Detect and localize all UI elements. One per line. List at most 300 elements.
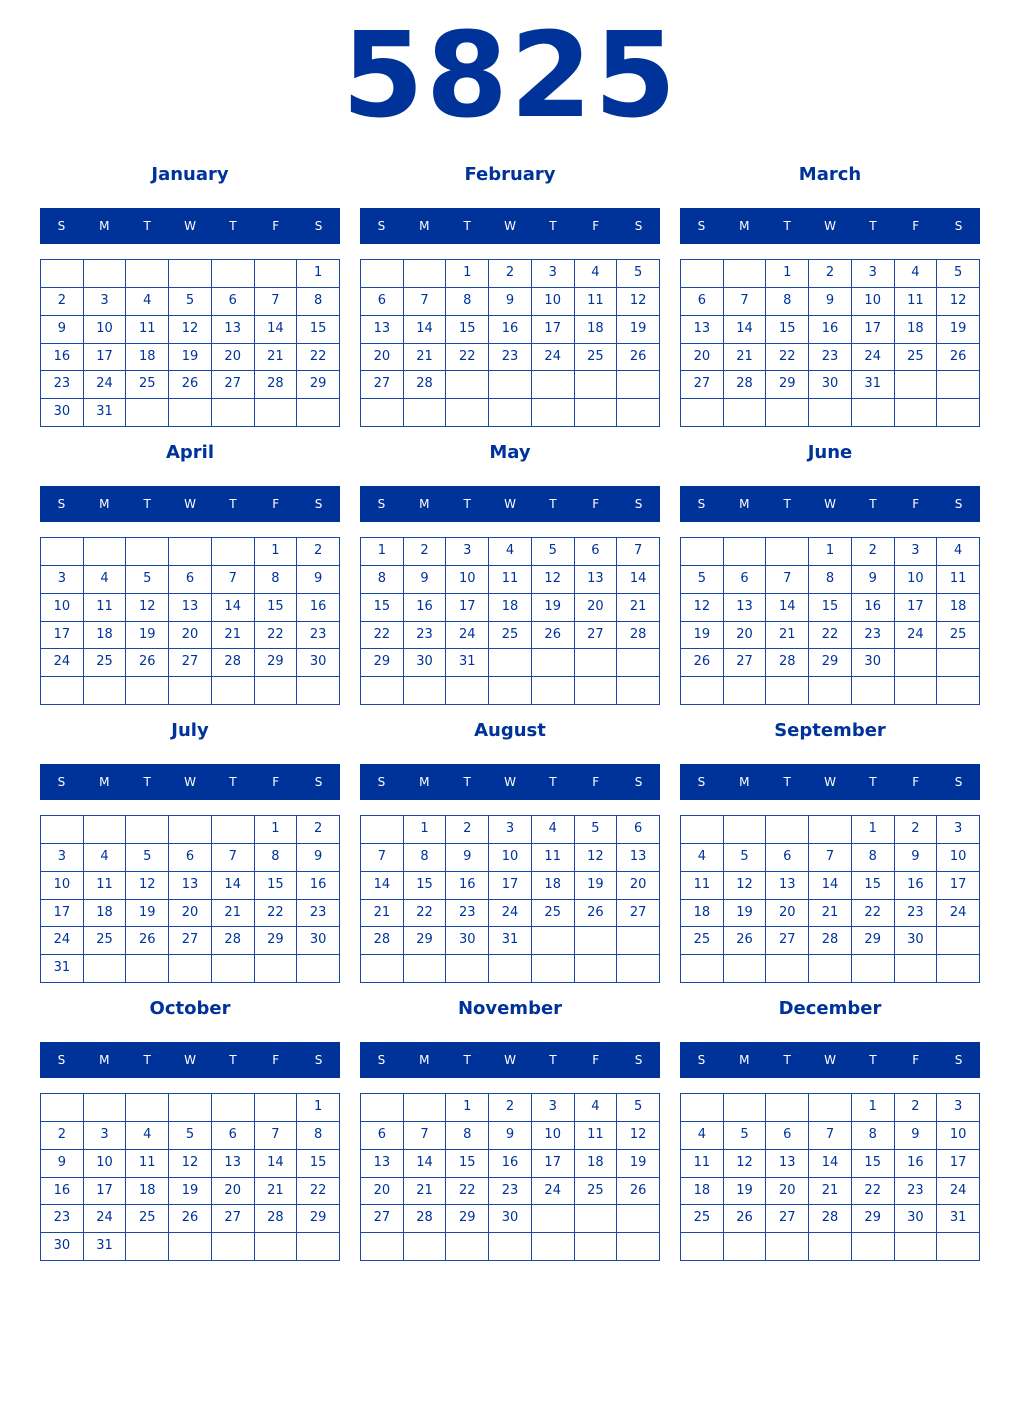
day-cell: 2 <box>297 816 340 844</box>
empty-day-cell <box>809 399 852 427</box>
empty-day-cell <box>895 677 938 705</box>
day-cell: 25 <box>126 1205 169 1233</box>
day-cell: 10 <box>446 566 489 594</box>
day-cell: 30 <box>446 927 489 955</box>
day-cell: 20 <box>212 1178 255 1206</box>
day-cell: 9 <box>41 316 84 344</box>
empty-day-cell <box>489 955 532 983</box>
month-name: May <box>489 442 531 463</box>
empty-day-cell <box>532 677 575 705</box>
weekday-header: W <box>824 1053 836 1067</box>
day-cell: 25 <box>937 622 980 650</box>
day-cell: 8 <box>852 1122 895 1150</box>
day-cell: 27 <box>361 371 404 399</box>
empty-day-cell <box>41 816 84 844</box>
day-cell: 11 <box>575 1122 618 1150</box>
day-cell: 24 <box>84 371 127 399</box>
empty-day-cell <box>681 955 724 983</box>
day-cell: 8 <box>446 288 489 316</box>
weekday-header: T <box>783 1053 791 1067</box>
day-cell: 22 <box>446 344 489 372</box>
day-cell: 7 <box>404 1122 447 1150</box>
day-cell: 18 <box>575 1150 618 1178</box>
empty-day-cell <box>84 1094 127 1122</box>
day-cell: 7 <box>404 288 447 316</box>
empty-day-cell <box>255 955 298 983</box>
day-cell: 9 <box>809 288 852 316</box>
empty-day-cell <box>766 816 809 844</box>
day-cell: 4 <box>575 1094 618 1122</box>
empty-day-cell <box>446 399 489 427</box>
day-cell: 15 <box>446 316 489 344</box>
day-cell: 11 <box>532 844 575 872</box>
empty-day-cell <box>446 371 489 399</box>
day-cell: 24 <box>937 1178 980 1206</box>
day-cell: 19 <box>617 316 660 344</box>
day-cell: 1 <box>852 1094 895 1122</box>
day-cell: 9 <box>41 1150 84 1178</box>
day-cell: 3 <box>41 566 84 594</box>
day-cell: 29 <box>852 927 895 955</box>
day-cell: 18 <box>84 900 127 928</box>
day-cell: 29 <box>255 649 298 677</box>
day-cell: 11 <box>126 1150 169 1178</box>
day-cell: 17 <box>532 316 575 344</box>
month-name: June <box>807 442 853 463</box>
empty-day-cell <box>617 371 660 399</box>
day-cell: 18 <box>895 316 938 344</box>
day-cell: 2 <box>809 260 852 288</box>
empty-day-cell <box>575 1205 618 1233</box>
day-cell: 5 <box>681 566 724 594</box>
day-cell: 2 <box>852 538 895 566</box>
day-cell: 14 <box>766 594 809 622</box>
weekday-header: M <box>99 497 110 511</box>
day-cell: 16 <box>895 1150 938 1178</box>
weekday-header: F <box>272 1053 280 1067</box>
day-cell: 3 <box>446 538 489 566</box>
day-cell: 26 <box>532 622 575 650</box>
day-cell: 1 <box>297 1094 340 1122</box>
day-cell: 28 <box>617 622 660 650</box>
day-cell: 17 <box>489 872 532 900</box>
day-cell: 25 <box>126 371 169 399</box>
day-cell: 14 <box>809 1150 852 1178</box>
day-cell: 13 <box>212 316 255 344</box>
day-cell: 19 <box>681 622 724 650</box>
weekday-header-bar <box>40 1042 340 1078</box>
day-cell: 12 <box>937 288 980 316</box>
day-cell: 23 <box>852 622 895 650</box>
empty-day-cell <box>169 1233 212 1261</box>
day-cell: 2 <box>41 288 84 316</box>
day-cell: 2 <box>489 260 532 288</box>
day-cell: 12 <box>724 1150 767 1178</box>
day-cell: 21 <box>404 1178 447 1206</box>
day-cell: 19 <box>126 622 169 650</box>
day-cell: 8 <box>404 844 447 872</box>
day-cell: 11 <box>84 594 127 622</box>
empty-day-cell <box>852 677 895 705</box>
day-cell: 13 <box>617 844 660 872</box>
weekday-header: S <box>377 775 386 789</box>
day-cell: 29 <box>404 927 447 955</box>
day-cell: 7 <box>361 844 404 872</box>
day-cell: 9 <box>489 288 532 316</box>
weekday-header: S <box>634 497 643 511</box>
empty-day-cell <box>489 649 532 677</box>
day-cell: 23 <box>297 622 340 650</box>
weekday-header: M <box>419 775 430 789</box>
empty-day-cell <box>361 1233 404 1261</box>
weekday-header: F <box>912 219 920 233</box>
day-cell: 20 <box>766 1178 809 1206</box>
day-cell: 22 <box>361 622 404 650</box>
day-cell: 27 <box>575 622 618 650</box>
day-cell: 8 <box>297 1122 340 1150</box>
empty-day-cell <box>766 677 809 705</box>
day-cell: 15 <box>446 1150 489 1178</box>
weekday-header: M <box>99 1053 110 1067</box>
weekday-header: T <box>229 1053 237 1067</box>
empty-day-cell <box>809 816 852 844</box>
empty-day-cell <box>681 816 724 844</box>
day-cell: 20 <box>766 900 809 928</box>
empty-day-cell <box>937 1233 980 1261</box>
empty-day-cell <box>255 677 298 705</box>
weekday-header: W <box>184 219 196 233</box>
empty-day-cell <box>404 1094 447 1122</box>
weekday-header: S <box>314 1053 323 1067</box>
day-cell: 15 <box>297 1150 340 1178</box>
empty-day-cell <box>126 1233 169 1261</box>
day-cell: 4 <box>575 260 618 288</box>
day-cell: 24 <box>446 622 489 650</box>
day-cell: 19 <box>169 344 212 372</box>
weekday-header-bar <box>40 208 340 244</box>
empty-day-cell <box>724 1233 767 1261</box>
day-grid <box>40 815 340 983</box>
day-cell: 22 <box>255 622 298 650</box>
empty-day-cell <box>489 399 532 427</box>
day-cell: 5 <box>532 538 575 566</box>
weekday-header: F <box>912 775 920 789</box>
empty-day-cell <box>617 955 660 983</box>
day-cell: 14 <box>724 316 767 344</box>
day-cell: 14 <box>404 1150 447 1178</box>
day-cell: 13 <box>681 316 724 344</box>
weekday-header: W <box>184 497 196 511</box>
day-cell: 29 <box>852 1205 895 1233</box>
day-cell: 25 <box>489 622 532 650</box>
day-cell: 14 <box>809 872 852 900</box>
weekday-header: T <box>463 1053 471 1067</box>
weekday-header: W <box>504 1053 516 1067</box>
empty-day-cell <box>895 399 938 427</box>
day-cell: 8 <box>361 566 404 594</box>
day-cell: 28 <box>809 1205 852 1233</box>
day-cell: 4 <box>84 844 127 872</box>
weekday-header-bar <box>360 486 660 522</box>
weekday-header: T <box>549 1053 557 1067</box>
empty-day-cell <box>809 955 852 983</box>
day-cell: 16 <box>489 316 532 344</box>
weekday-header: F <box>592 1053 600 1067</box>
empty-day-cell <box>404 677 447 705</box>
day-cell: 4 <box>532 816 575 844</box>
weekday-header: M <box>739 1053 750 1067</box>
day-cell: 22 <box>446 1178 489 1206</box>
day-cell: 23 <box>41 371 84 399</box>
empty-day-cell <box>937 927 980 955</box>
empty-day-cell <box>255 1094 298 1122</box>
weekday-header: T <box>229 775 237 789</box>
empty-day-cell <box>169 1094 212 1122</box>
day-cell: 3 <box>937 1094 980 1122</box>
day-cell: 25 <box>84 927 127 955</box>
weekday-header: F <box>592 775 600 789</box>
day-cell: 31 <box>84 1233 127 1261</box>
day-cell: 29 <box>297 371 340 399</box>
empty-day-cell <box>169 538 212 566</box>
day-cell: 27 <box>169 927 212 955</box>
day-cell: 1 <box>446 260 489 288</box>
empty-day-cell <box>297 955 340 983</box>
day-cell: 15 <box>361 594 404 622</box>
day-cell: 12 <box>126 594 169 622</box>
day-cell: 9 <box>852 566 895 594</box>
day-cell: 27 <box>766 927 809 955</box>
day-cell: 6 <box>212 1122 255 1150</box>
empty-day-cell <box>361 816 404 844</box>
day-cell: 1 <box>766 260 809 288</box>
empty-day-cell <box>575 399 618 427</box>
empty-day-cell <box>126 955 169 983</box>
day-cell: 14 <box>255 1150 298 1178</box>
weekday-header: F <box>592 497 600 511</box>
weekday-header: T <box>143 497 151 511</box>
day-cell: 20 <box>575 594 618 622</box>
month-name: April <box>165 442 215 463</box>
day-cell: 13 <box>169 594 212 622</box>
day-cell: 29 <box>766 371 809 399</box>
day-cell: 11 <box>84 872 127 900</box>
day-cell: 10 <box>84 1150 127 1178</box>
day-cell: 15 <box>852 1150 895 1178</box>
day-cell: 1 <box>297 260 340 288</box>
day-cell: 23 <box>489 344 532 372</box>
day-grid <box>360 815 660 983</box>
day-cell: 28 <box>361 927 404 955</box>
empty-day-cell <box>937 399 980 427</box>
empty-day-cell <box>404 399 447 427</box>
day-cell: 30 <box>895 927 938 955</box>
empty-day-cell <box>169 816 212 844</box>
day-cell: 17 <box>446 594 489 622</box>
weekday-header: W <box>184 775 196 789</box>
empty-day-cell <box>681 399 724 427</box>
day-cell: 9 <box>446 844 489 872</box>
day-cell: 25 <box>895 344 938 372</box>
weekday-header-bar <box>680 208 980 244</box>
day-cell: 21 <box>766 622 809 650</box>
empty-day-cell <box>255 1233 298 1261</box>
day-cell: 28 <box>255 371 298 399</box>
weekday-header: S <box>954 219 963 233</box>
empty-day-cell <box>489 371 532 399</box>
day-cell: 8 <box>809 566 852 594</box>
day-cell: 18 <box>681 900 724 928</box>
day-cell: 11 <box>895 288 938 316</box>
day-cell: 20 <box>169 900 212 928</box>
weekday-header: W <box>504 775 516 789</box>
day-cell: 23 <box>404 622 447 650</box>
day-cell: 23 <box>41 1205 84 1233</box>
weekday-header: S <box>634 775 643 789</box>
empty-day-cell <box>446 955 489 983</box>
day-cell: 23 <box>297 900 340 928</box>
day-cell: 9 <box>489 1122 532 1150</box>
day-cell: 26 <box>724 927 767 955</box>
day-cell: 11 <box>126 316 169 344</box>
day-cell: 2 <box>446 816 489 844</box>
day-cell: 25 <box>532 900 575 928</box>
day-cell: 20 <box>169 622 212 650</box>
weekday-header-bar <box>40 764 340 800</box>
weekday-header: M <box>419 1053 430 1067</box>
day-grid <box>40 537 340 705</box>
day-grid <box>680 815 980 983</box>
empty-day-cell <box>84 677 127 705</box>
day-cell: 16 <box>489 1150 532 1178</box>
empty-day-cell <box>575 955 618 983</box>
day-cell: 27 <box>212 371 255 399</box>
day-cell: 5 <box>126 844 169 872</box>
day-cell: 6 <box>575 538 618 566</box>
day-cell: 5 <box>724 844 767 872</box>
empty-day-cell <box>809 1094 852 1122</box>
day-cell: 18 <box>84 622 127 650</box>
weekday-header: W <box>504 497 516 511</box>
day-cell: 30 <box>41 1233 84 1261</box>
day-cell: 7 <box>212 566 255 594</box>
weekday-header-bar <box>680 1042 980 1078</box>
empty-day-cell <box>809 677 852 705</box>
empty-day-cell <box>255 260 298 288</box>
empty-day-cell <box>895 649 938 677</box>
day-grid <box>40 259 340 427</box>
day-cell: 19 <box>617 1150 660 1178</box>
empty-day-cell <box>575 677 618 705</box>
empty-day-cell <box>617 1205 660 1233</box>
day-cell: 28 <box>212 649 255 677</box>
day-cell: 3 <box>937 816 980 844</box>
day-cell: 21 <box>212 622 255 650</box>
day-cell: 3 <box>852 260 895 288</box>
weekday-header-bar <box>40 486 340 522</box>
day-cell: 10 <box>41 594 84 622</box>
weekday-header: S <box>314 775 323 789</box>
empty-day-cell <box>126 816 169 844</box>
day-cell: 16 <box>895 872 938 900</box>
day-cell: 31 <box>446 649 489 677</box>
day-cell: 23 <box>895 900 938 928</box>
day-cell: 25 <box>575 1178 618 1206</box>
day-cell: 17 <box>84 1178 127 1206</box>
day-cell: 21 <box>255 344 298 372</box>
day-cell: 2 <box>404 538 447 566</box>
day-cell: 24 <box>532 1178 575 1206</box>
day-grid <box>680 537 980 705</box>
day-cell: 18 <box>489 594 532 622</box>
day-cell: 2 <box>895 816 938 844</box>
empty-day-cell <box>852 1233 895 1261</box>
day-cell: 28 <box>404 371 447 399</box>
empty-day-cell <box>404 260 447 288</box>
day-grid <box>360 1093 660 1261</box>
day-cell: 28 <box>404 1205 447 1233</box>
empty-day-cell <box>361 1094 404 1122</box>
day-cell: 28 <box>809 927 852 955</box>
day-cell: 15 <box>852 872 895 900</box>
day-grid <box>680 259 980 427</box>
day-cell: 8 <box>852 844 895 872</box>
day-cell: 10 <box>532 1122 575 1150</box>
empty-day-cell <box>617 399 660 427</box>
day-cell: 3 <box>489 816 532 844</box>
day-cell: 24 <box>852 344 895 372</box>
day-cell: 16 <box>41 344 84 372</box>
empty-day-cell <box>532 1205 575 1233</box>
day-cell: 8 <box>255 844 298 872</box>
weekday-header: S <box>314 219 323 233</box>
day-cell: 19 <box>169 1178 212 1206</box>
day-cell: 20 <box>212 344 255 372</box>
day-cell: 15 <box>809 594 852 622</box>
day-cell: 13 <box>575 566 618 594</box>
day-cell: 3 <box>895 538 938 566</box>
empty-day-cell <box>84 955 127 983</box>
weekday-header: S <box>697 497 706 511</box>
day-cell: 26 <box>937 344 980 372</box>
day-cell: 19 <box>724 900 767 928</box>
weekday-header: T <box>143 219 151 233</box>
day-cell: 7 <box>766 566 809 594</box>
day-cell: 12 <box>681 594 724 622</box>
day-cell: 5 <box>937 260 980 288</box>
day-cell: 10 <box>84 316 127 344</box>
weekday-header: S <box>377 219 386 233</box>
empty-day-cell <box>126 538 169 566</box>
day-cell: 6 <box>212 288 255 316</box>
day-cell: 6 <box>361 1122 404 1150</box>
day-cell: 22 <box>297 1178 340 1206</box>
weekday-header: T <box>549 775 557 789</box>
day-cell: 19 <box>937 316 980 344</box>
weekday-header: M <box>419 219 430 233</box>
empty-day-cell <box>724 1094 767 1122</box>
weekday-header: S <box>954 775 963 789</box>
day-cell: 5 <box>575 816 618 844</box>
day-cell: 21 <box>809 900 852 928</box>
day-cell: 12 <box>169 316 212 344</box>
empty-day-cell <box>895 955 938 983</box>
day-cell: 28 <box>212 927 255 955</box>
empty-day-cell <box>84 538 127 566</box>
day-cell: 22 <box>766 344 809 372</box>
empty-day-cell <box>212 1233 255 1261</box>
empty-day-cell <box>212 260 255 288</box>
